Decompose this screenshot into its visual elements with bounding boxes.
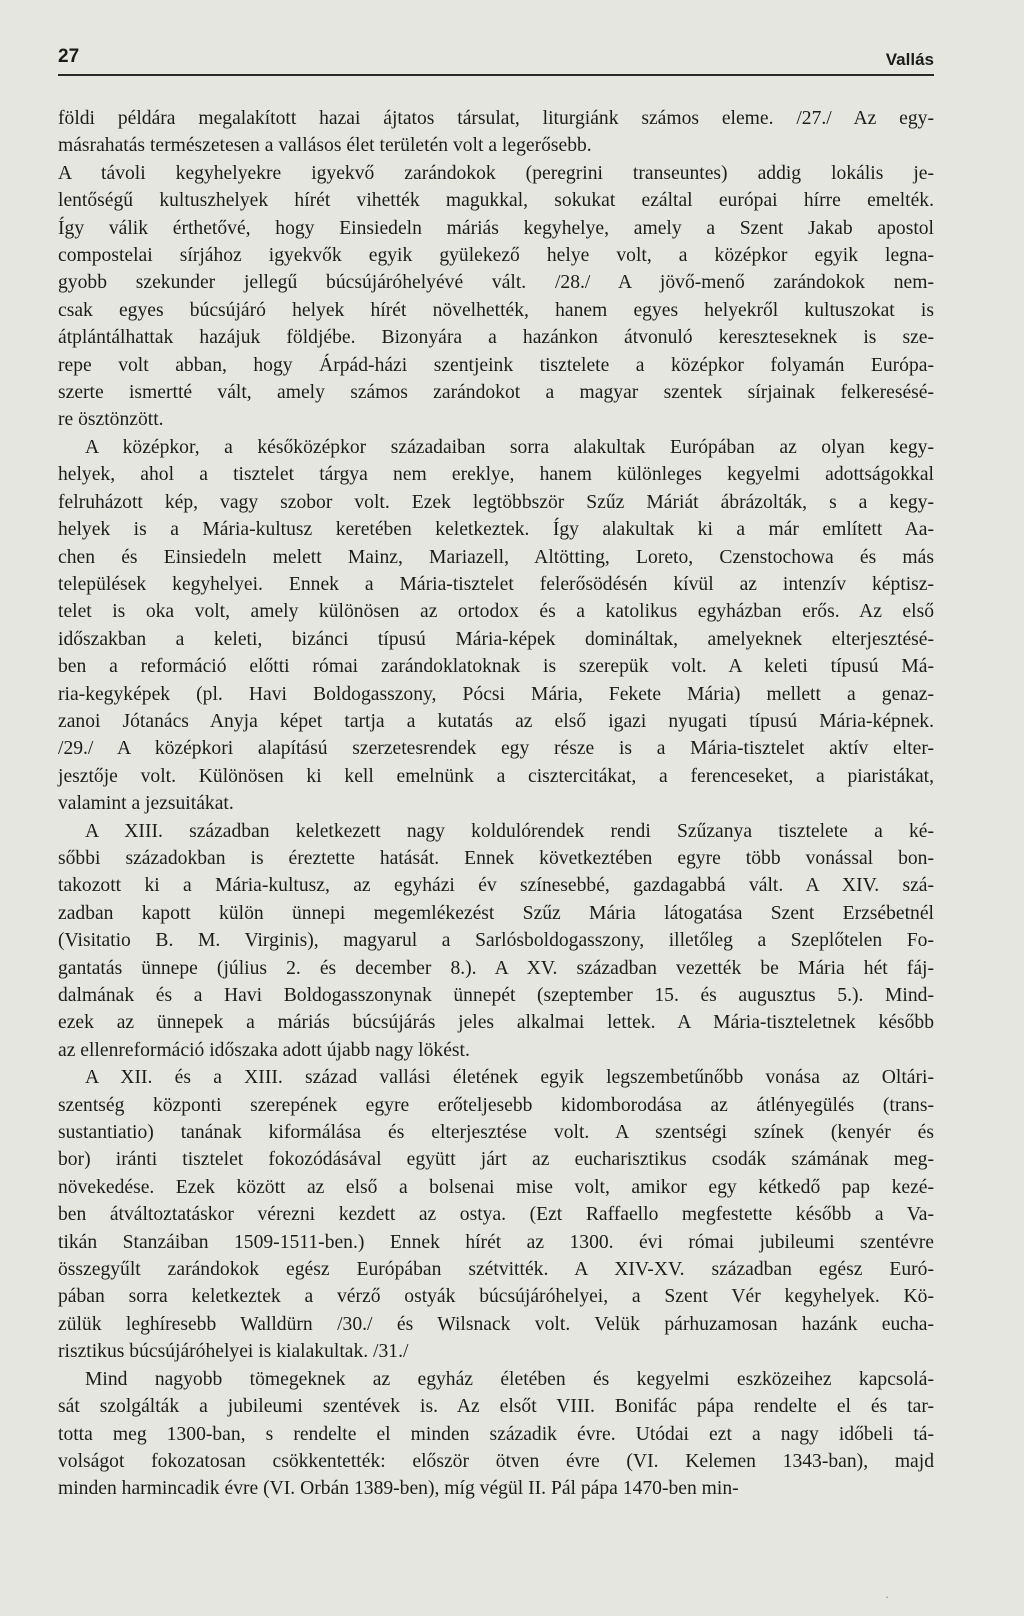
text-line: chen és Einsiedeln melett Mainz, Mariazell, Altötting, Loreto, Czenstochowa és más bbox=[58, 546, 934, 568]
page-header bbox=[58, 44, 934, 76]
text-line: bor) iránti tisztelet fokozódásával együtt járt az eucharisztikus csodák számának meg- bbox=[58, 1149, 934, 1171]
body-text bbox=[58, 105, 934, 1503]
text-line: zadban kapott külön ünnepi megemlékezést Szűz Mária látogatása Szent Erzsébetnél bbox=[58, 902, 934, 924]
text-line: tikán Stanzáiban 1509-1511-ben.) Ennek hírét az 1300. évi római jubileumi szentévre bbox=[58, 1231, 934, 1253]
text-line: földi példára megalakított hazai ájtatos társulat, liturgiánk számos eleme. /27./ Az egy- bbox=[58, 108, 934, 129]
text-line: repe volt abban, hogy Árpád-házi szentjeink tisztelete a középkor folyamán Európa- bbox=[58, 354, 934, 376]
text-line: felruházott kép, vagy szobor volt. Ezek legtöbbször Szűz Máriát ábrázolták, s a kegy- bbox=[58, 491, 934, 513]
text-line: települések kegyhelyei. Ennek a Mária-tisztelet felerősödésén kívül az intenzív képtisz- bbox=[58, 573, 934, 595]
scan-speck: · bbox=[885, 1590, 889, 1604]
text-line: ben átváltoztatáskor vérezni kezdett az ostya. (Ezt Raffaello megfestette később a Va- bbox=[58, 1204, 934, 1226]
text-line: ben a reformáció előtti római zarándoklatoknak is szerepük volt. A keleti típusú Má- bbox=[58, 656, 934, 678]
text-line: gyobb szekunder jellegű búcsújáróhelyévé vált. /28./ A jövő-menő zarándokok nem- bbox=[58, 272, 934, 294]
text-line: Mind nagyobb tömegeknek az egyház életében és kegyelmi eszközeihez kapcsolá- bbox=[85, 1368, 934, 1390]
text-line: szentség központi szerepének egyre erőteljesebb kidomborodása az átlényegülés (trans- bbox=[58, 1094, 934, 1116]
text-line: zanoi Jótanács Anyja képet tartja a kutatás az első igazi nyugati típusú Mária-képnek. bbox=[58, 710, 934, 732]
text-line: sát szolgálták a jubileumi szentévek is. Az elsőt VIII. Bonifác pápa rendelte el és tar- bbox=[58, 1396, 934, 1418]
text-line: /29./ A középkori alapítású szerzetesrendek egy része is a Mária-tisztelet aktív elter- bbox=[58, 738, 934, 760]
text-line: ria-kegyképek (pl. Havi Boldogasszony, Pócsi Mária, Fekete Mária) mellett a genaz- bbox=[58, 683, 934, 705]
text-line: risztikus búcsújáróhelyei is kialakultak. /31./ bbox=[58, 1341, 409, 1363]
text-line: helyek, ahol a tisztelet tárgya nem ereklye, hanem különleges kegyelmi adottságokkal bbox=[58, 464, 934, 486]
text-line: A középkor, a későközépkor századaiban sorra alakultak Európában az olyan kegy- bbox=[85, 436, 934, 458]
text-line: növekedése. Ezek között az első a bolsenai mise volt, amikor egy kétkedő pap kezé- bbox=[58, 1176, 934, 1198]
page-number: 27 bbox=[58, 46, 80, 67]
text-line: dalmának és a Havi Boldogasszonynak ünnepét (szeptember 15. és augusztus 5.). Mind- bbox=[58, 985, 934, 1006]
text-line: gantatás ünnepe (július 2. és december 8.). A XV. században vezették be Mária hét fáj- bbox=[58, 957, 934, 979]
text-line: A távoli kegyhelyekre igyekvő zarándokok (peregrini transeuntes) addig lokális je- bbox=[58, 162, 934, 184]
paragraph bbox=[58, 818, 934, 1065]
text-line: szerte ismertté vált, amely számos zarándokot a magyar szentek sírjainak felkeresésé- bbox=[58, 382, 934, 404]
text-line: telet is oka volt, amely különösen az ortodox és a katolikus egyházban erős. Az első bbox=[58, 601, 934, 623]
text-line: helyek is a Mária-kultusz keretében keletkeztek. Így alakultak ki a már említett Aa- bbox=[58, 519, 934, 541]
paragraph bbox=[58, 1366, 934, 1503]
text-line: összegyűlt zarándokok egész Európában szétvitték. A XIV-XV. században egész Euró- bbox=[58, 1259, 934, 1281]
text-line: takozott ki a Mária-kultusz, az egyházi év színesebbé, gazdagabbá vált. A XIV. szá- bbox=[58, 875, 934, 897]
paragraph bbox=[58, 434, 934, 818]
running-head: Vallás bbox=[885, 50, 934, 69]
text-line: ezek az ünnepek a máriás búcsújárás jeles alkalmai lettek. A Mária-tiszteletnek később bbox=[58, 1012, 934, 1034]
text-line: lentőségű kultuszhelyek hírét vihették magukkal, sokukat ezáltal európai hírre emelték. bbox=[58, 190, 934, 212]
text-line: jesztője volt. Különösen ki kell emelnünk a cisztercitákat, a ferenceseket, a piaristákat, bbox=[58, 765, 934, 787]
text-line: csak egyes búcsújáró helyek hírét növelhették, hanem egyes helyekről kultuszokat is bbox=[58, 299, 934, 321]
text-line: totta meg 1300-ban, s rendelte el minden századik évre. Utódai ezt a nagy időbeli tá- bbox=[58, 1423, 934, 1445]
text-line: A XII. és a XIII. század vallási életének egyik legszembetűnőbb vonása az Oltári- bbox=[85, 1067, 934, 1089]
text-line: A XIII. században keletkezett nagy koldulórendek rendi Szűzanya tisztelete a ké- bbox=[85, 820, 934, 842]
paragraph bbox=[58, 1064, 934, 1365]
text-line: valamint a jezsuitákat. bbox=[58, 793, 234, 815]
paragraph bbox=[58, 160, 934, 434]
text-line: átplántálhattak hazájuk földjébe. Bizonyára a hazánkon átvonuló kereszteseknek is sze- bbox=[58, 327, 934, 349]
text-line: időszakban a keleti, bizánci típusú Mária-képek domináltak, amelyeknek elterjesztésé- bbox=[58, 628, 934, 650]
text-line: volságot fokozatosan csökkentették: először ötven évre (VI. Kelemen 1343-ban), majd bbox=[58, 1450, 934, 1472]
text-line: pában sorra keletkeztek a vérző ostyák búcsújáróhelyei, a Szent Vér kegyhelyek. Kö- bbox=[58, 1286, 934, 1308]
text-line: minden harmincadik évre (VI. Orbán 1389-ben), míg végül II. Pál pápa 1470-ben min- bbox=[58, 1478, 739, 1500]
text-line: az ellenreformáció időszaka adott újabb nagy lökést. bbox=[58, 1039, 470, 1061]
text-line: (Visitatio B. M. Virginis), magyarul a Sarlósboldogasszony, illetőleg a Szeplőtelen Fo- bbox=[58, 930, 934, 952]
text-line: sustantiatio) tanának kiformálása és elterjesztése volt. A szentségi színek (kenyér és bbox=[58, 1122, 934, 1144]
text-line: másrahatás természetesen a vallásos élet területén volt a legerősebb. bbox=[58, 135, 592, 157]
text-line: Így válik érthetővé, hogy Einsiedeln máriás kegyhelye, amely a Szent Jakab apostol bbox=[58, 217, 934, 239]
text-line: re ösztönzött. bbox=[58, 409, 164, 431]
paragraph bbox=[58, 105, 934, 160]
text-line: sőbbi századokban is éreztette hatását. Ennek következtében egyre több vonással bon- bbox=[58, 847, 934, 869]
text-line: compostelai sírjához igyekvők egyik gyülekező helye volt, a középkor egyik legna- bbox=[58, 245, 934, 267]
text-line: zülük leghíresebb Walldürn /30./ és Wilsnack volt. Velük párhuzamosan hazánk eucha- bbox=[58, 1313, 934, 1335]
